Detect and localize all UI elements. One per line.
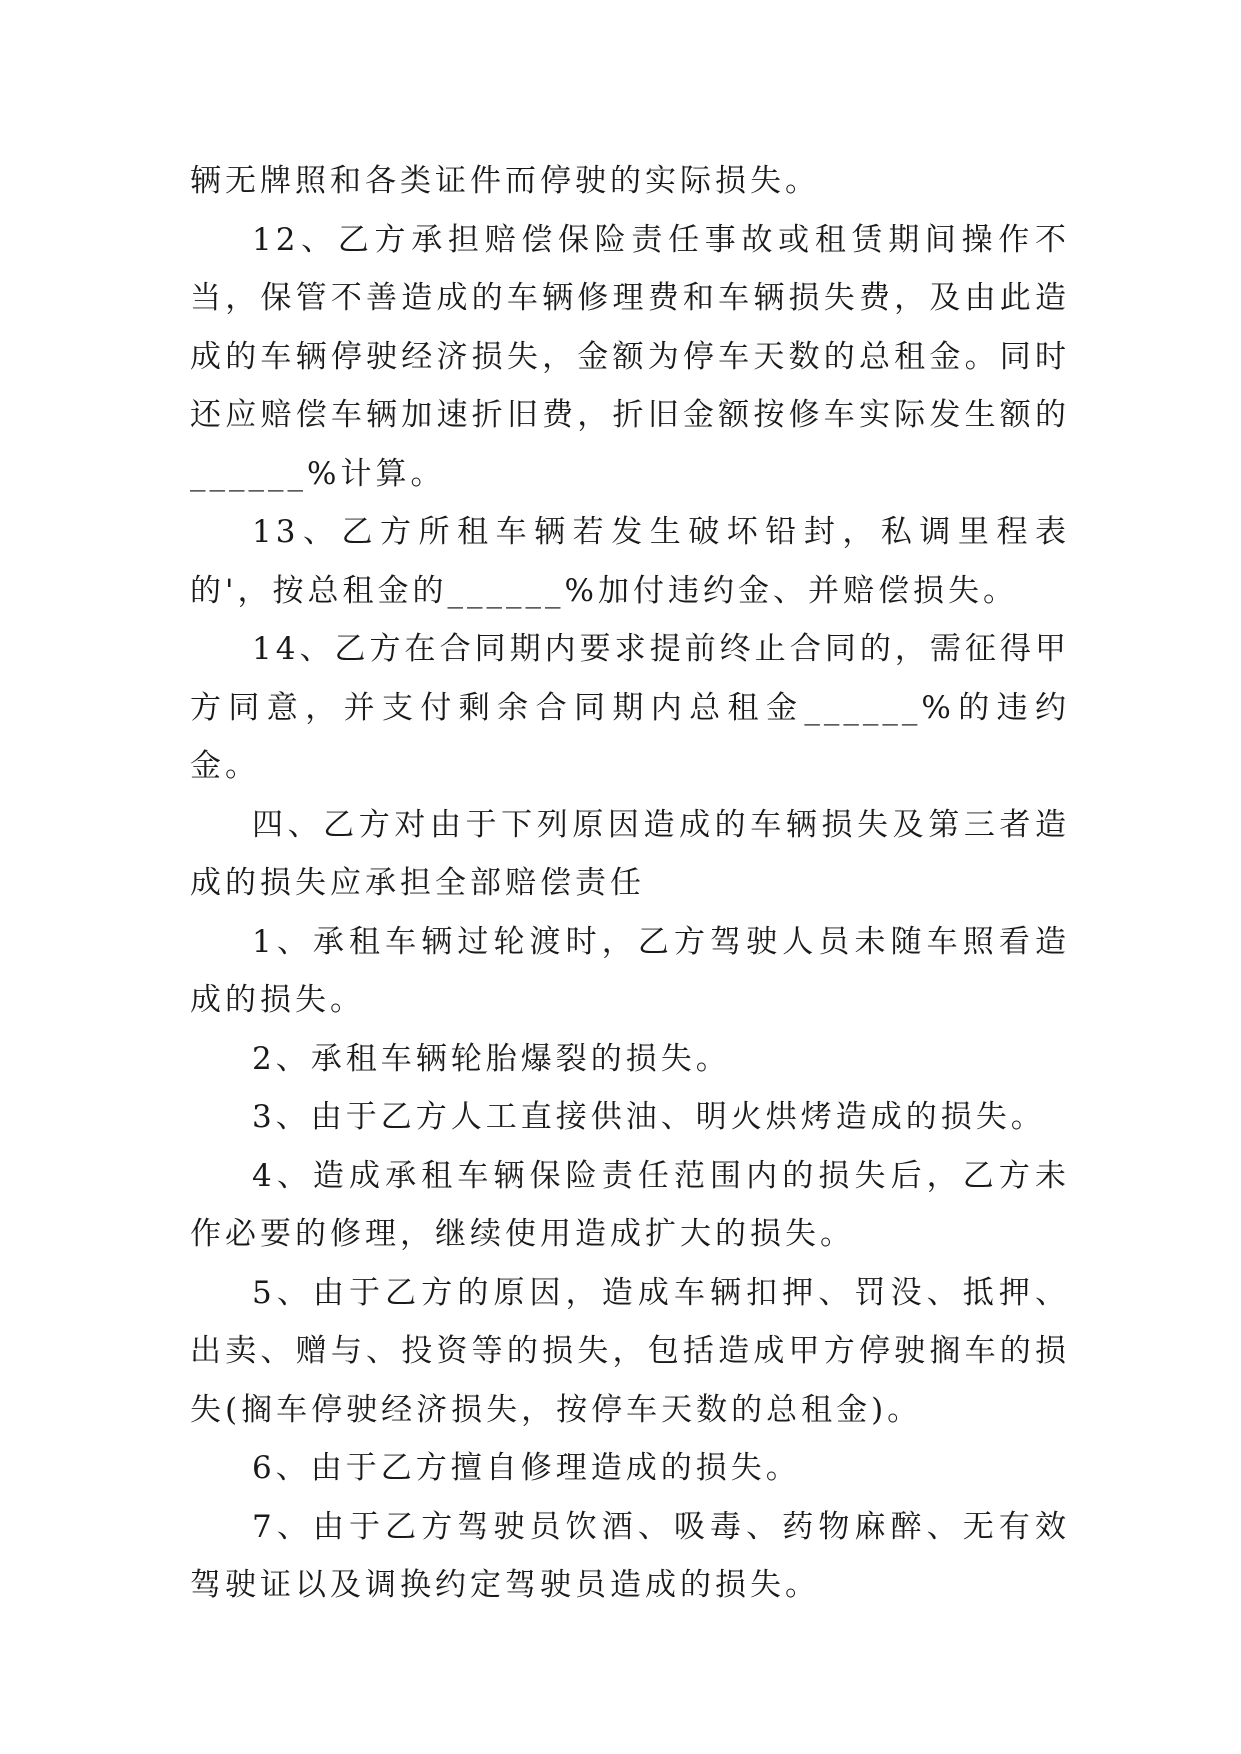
paragraph-clause-12: 12、乙方承担赔偿保险责任事故或租赁期间操作不当，保管不善造成的车辆修理费和车辆损失费，及由此造成的车辆停驶经济损失，金额为停车天数的总租金。同时还应赔偿车辆加速折旧费，折旧金额按修车实际发生额的______%计算。 xyxy=(190,221,1070,492)
paragraph-continuation: 辆无牌照和各类证件而停驶的实际损失。 xyxy=(190,163,820,199)
paragraph-item-6: 6、由于乙方擅自修理造成的损失。 xyxy=(252,1450,801,1486)
paragraph-item-2: 2、承租车辆轮胎爆裂的损失。 xyxy=(252,1040,731,1077)
paragraph-item-4: 4、造成承租车辆保险责任范围内的损失后，乙方未作必要的修理，继续使用造成扩大的损失。 xyxy=(190,1157,1070,1252)
paragraph-clause-13: 13、乙方所租车辆若发生破坏铅封，私调里程表的'，按总租金的______%加付违约金、并赔偿损失。 xyxy=(190,514,1070,609)
paragraph-item-7: 7、由于乙方驾驶员饮酒、吸毒、药物麻醉、无有效驾驶证以及调换约定驾驶员造成的损失。 xyxy=(190,1508,1070,1603)
paragraph-item-1: 1、承租车辆过轮渡时，乙方驾驶人员未随车照看造成的损失。 xyxy=(190,923,1070,1018)
document-page xyxy=(190,152,1070,1615)
paragraph-clause-14: 14、乙方在合同期内要求提前终止合同的，需征得甲方同意，并支付剩余合同期内总租金______%的违约金。 xyxy=(190,631,1070,784)
paragraph-item-3: 3、由于乙方人工直接供油、明火烘烤造成的损失。 xyxy=(252,1099,1046,1135)
section-heading-four: 四、乙方对由于下列原因造成的车辆损失及第三者造成的损失应承担全部赔偿责任 xyxy=(190,806,1070,901)
paragraph-item-5: 5、由于乙方的原因，造成车辆扣押、罚没、抵押、出卖、赠与、投资等的损失，包括造成甲方停驶搁车的损失(搁车停驶经济损失，按停车天数的总租金)。 xyxy=(190,1274,1070,1428)
